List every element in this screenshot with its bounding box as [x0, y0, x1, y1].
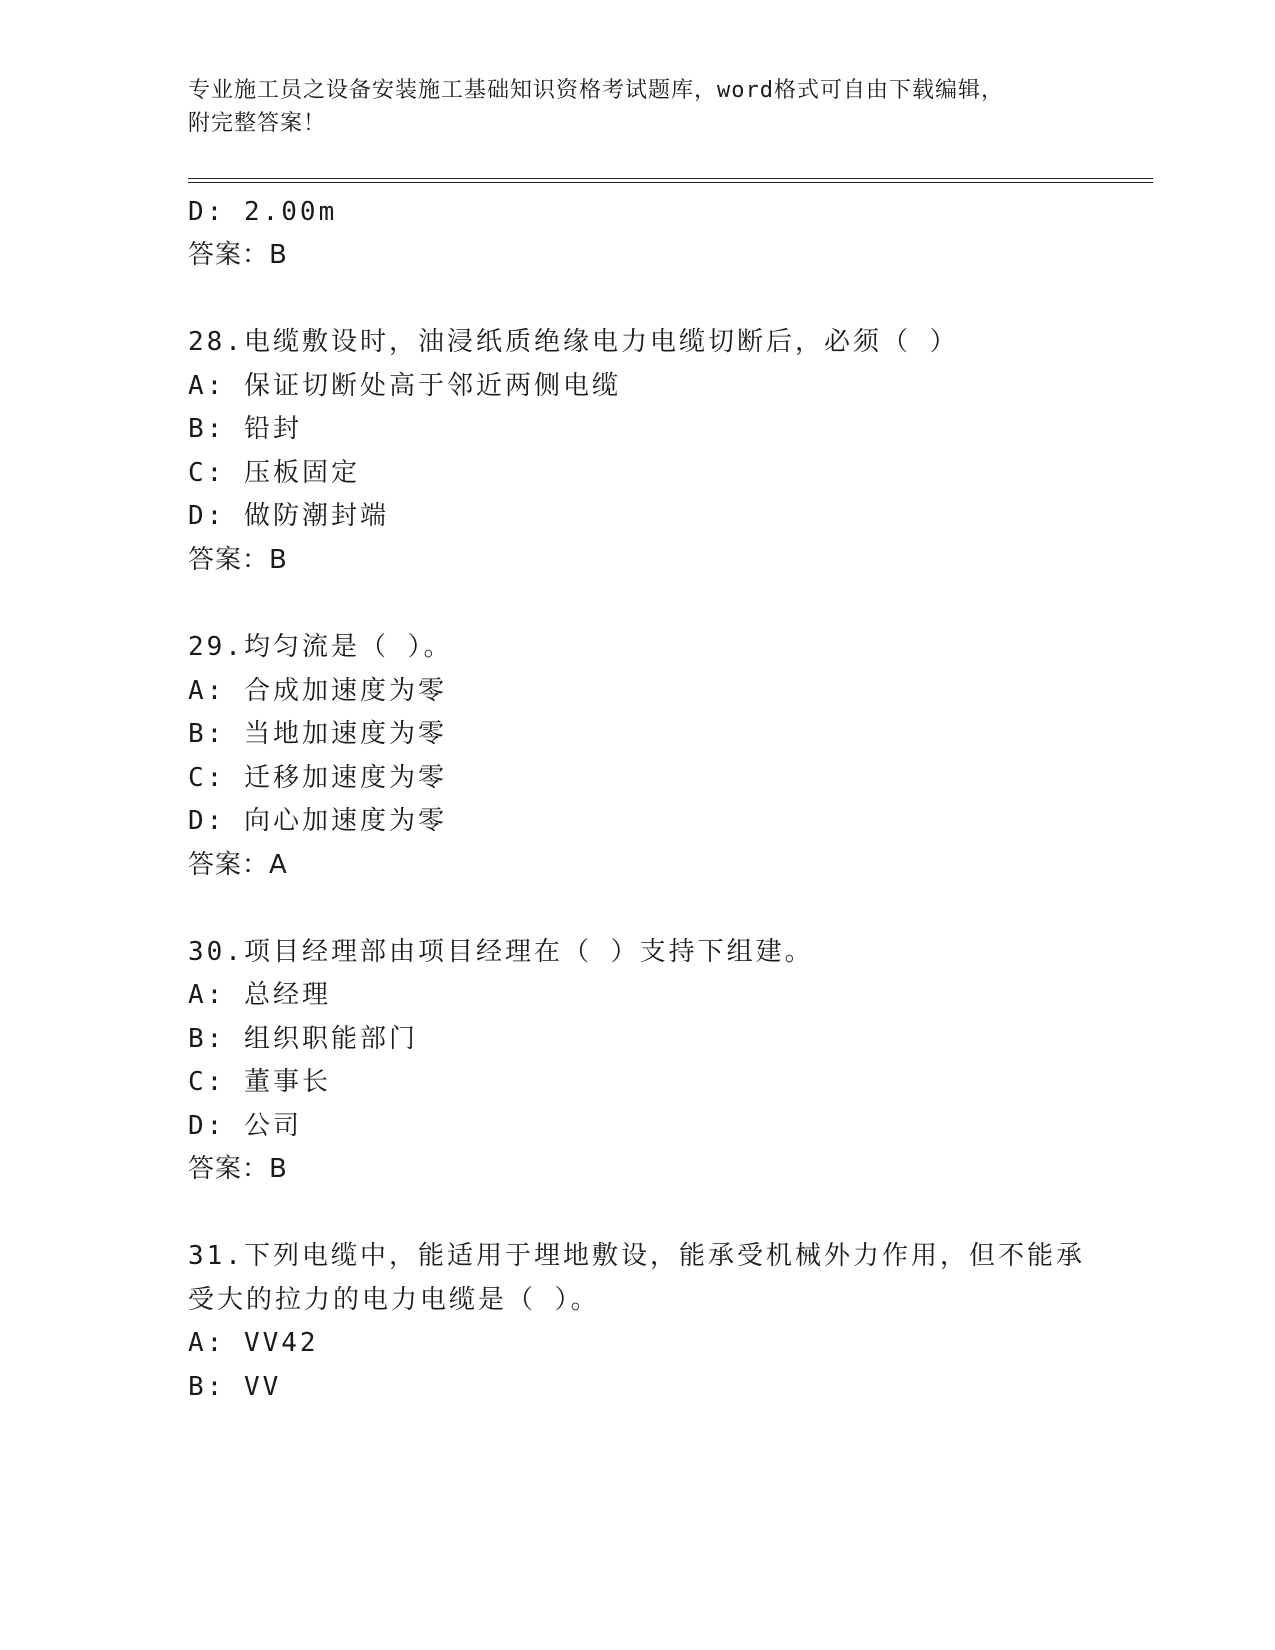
answer-30: 答案：B	[188, 1154, 288, 1184]
header-line-1: 专业施工员之设备安装施工基础知识资格考试题库，word格式可自由下载编辑，	[188, 78, 1004, 103]
question-30-option-c: C: 董事长	[188, 1067, 331, 1097]
question-30-option-b: B: 组织职能部门	[188, 1024, 418, 1054]
document-header	[188, 74, 1088, 140]
question-29-option-c: C: 迁移加速度为零	[188, 763, 447, 793]
question-28: 28.电缆敷设时，油浸纸质绝缘电力电缆切断后，必须（ ）	[188, 327, 959, 357]
question-28-option-b: B: 铅封	[188, 414, 302, 444]
question-31-option-b: B: VV	[188, 1372, 282, 1402]
question-28-option-c: C: 压板固定	[188, 458, 360, 488]
question-30-option-d: D: 公司	[188, 1111, 302, 1141]
question-30-option-a: A: 总经理	[188, 980, 331, 1010]
question-29-option-b: B: 当地加速度为零	[188, 719, 447, 749]
header-rule-top	[188, 178, 1153, 179]
question-31-line-2: 受大的拉力的电力电缆是（ ）。	[188, 1285, 600, 1315]
question-31-line-1: 31.下列电缆中，能适用于埋地敷设，能承受机械外力作用，但不能承	[188, 1241, 1085, 1271]
question-29: 29.均匀流是（ ）。	[188, 632, 453, 662]
question-30: 30.项目经理部由项目经理在（ ）支持下组建。	[188, 937, 814, 967]
header-line-2: 附完整答案！	[188, 111, 327, 136]
question-28-option-d: D: 做防潮封端	[188, 501, 389, 531]
option-d-prev: D: 2.00m	[188, 197, 338, 227]
header-rule-bottom	[188, 182, 1153, 183]
question-29-option-d: D: 向心加速度为零	[188, 806, 447, 836]
question-28-option-a: A: 保证切断处高于邻近两侧电缆	[188, 371, 621, 401]
question-31-option-a: A: VV42	[188, 1328, 319, 1358]
answer-27: 答案：B	[188, 240, 288, 270]
question-29-option-a: A: 合成加速度为零	[188, 676, 447, 706]
answer-28: 答案：B	[188, 545, 288, 575]
answer-29: 答案：A	[188, 850, 288, 880]
